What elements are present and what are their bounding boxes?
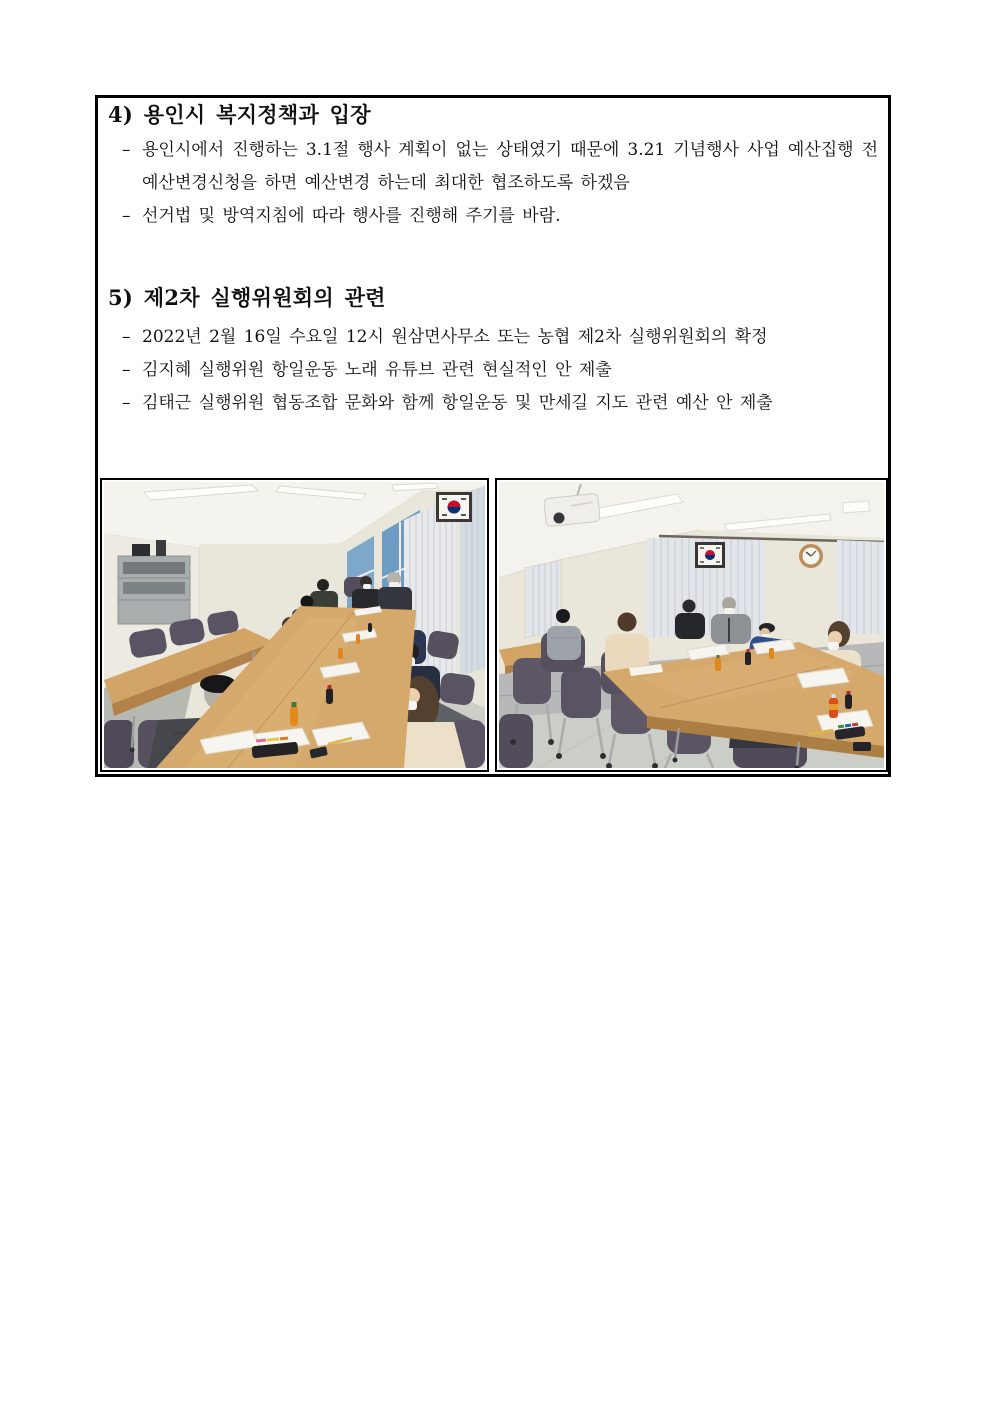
section-4-heading: 4) 용인시 복지정책과 입장 [108, 102, 371, 127]
section-4 [98, 102, 888, 233]
bullet-item [122, 200, 878, 233]
bullet-item [122, 387, 878, 420]
content-border-box [95, 95, 891, 777]
bullet-marker: – [122, 360, 131, 380]
bullet-text: 선거법 및 방역지침에 따라 행사를 진행해 주기를 바람. [142, 206, 561, 226]
korean-flag-icon [436, 492, 472, 522]
bullet-text: 김태근 실행위원 협동조합 문화와 함께 항일운동 및 만세길 지도 관련 예산 안 제출 [142, 393, 773, 413]
bullet-marker: – [122, 327, 131, 347]
bullet-item [122, 354, 878, 387]
section-5-heading: 5) 제2차 실행위원회의 관련 [108, 285, 386, 310]
section-5 [98, 285, 888, 420]
meeting-photo-right-illustration [499, 482, 884, 768]
meeting-photo-left [100, 478, 489, 772]
section-5-bullets [122, 321, 878, 420]
bullet-text: 용인시에서 진행하는 3.1절 행사 계획이 없는 상태였기 때문에 3.21 기념행사 사업 예산집행 전 예산변경신청을 하면 예산변경 하는데 최대한 협조하도록 하겠음 [142, 140, 878, 193]
bullet-item [122, 134, 878, 200]
bullet-marker: – [122, 393, 131, 413]
bullet-text: 2022년 2월 16일 수요일 12시 원삼면사무소 또는 농협 제2차 실행위원회의 확정 [142, 327, 768, 347]
wall-clock-icon [799, 544, 823, 568]
bullet-marker: – [122, 206, 131, 226]
photo-row [100, 478, 888, 772]
bullet-marker: – [122, 140, 131, 160]
bullet-item [122, 321, 878, 354]
section-4-bullets [122, 134, 878, 233]
korean-flag-icon [695, 542, 725, 568]
meeting-photo-right [495, 478, 888, 772]
meeting-photo-left-illustration [104, 482, 485, 768]
bullet-text: 김지혜 실행위원 항일운동 노래 유튜브 관련 현실적인 안 제출 [142, 360, 612, 380]
